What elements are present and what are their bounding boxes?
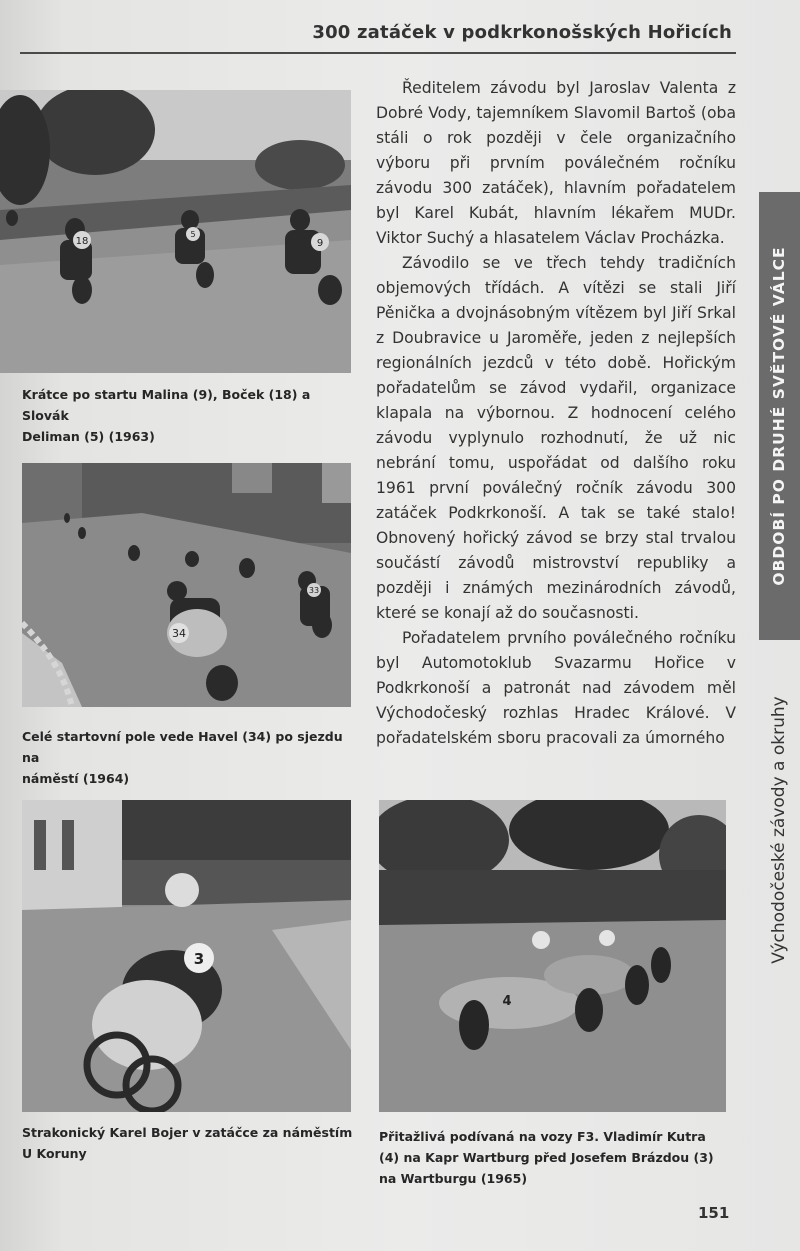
paragraph-3: Pořadatelem prvního poválečného ročníku byl Automotoklub Svazarmu Hořice v Podkrkonoší a patronát nad závodem měl Východočeský rozhlas Hradec Králové. V pořadatelském sboru pracovali za úmorného [376,629,736,747]
caption-line: Celé startovní pole vede Havel (34) po sjezdu na [22,729,343,765]
caption-line: Deliman (5) (1963) [22,429,155,444]
race-number-9: 9 [316,238,324,249]
caption-line: Přitažlivá podívaná na vozy F3. Vladimír Kutra [379,1129,706,1144]
caption-line: na Wartburgu (1965) [379,1171,528,1186]
article-body [376,76,736,751]
race-number-3: 3 [193,950,205,968]
caption-photo4 [379,1126,739,1189]
caption-line: U Koruny [22,1146,87,1161]
race-number-34: 34 [172,627,186,640]
photo-starting-field [22,463,351,707]
race-number-18: 18 [75,236,89,247]
chapter-tab-label: OBDOBÍ PO DRUHÉ SVĚTOVÉ VÁLCE [770,246,788,586]
caption-line: (4) na Kapr Wartburg před Josefem Brázdou (3) [379,1150,714,1165]
caption-photo3 [22,1122,357,1164]
caption-line: Krátce po startu Malina (9), Boček (18) a Slovák [22,387,311,423]
caption-line: Strakonický Karel Bojer v zatáčce za náměstím [22,1125,353,1140]
photo-motorcycles-start [0,90,351,373]
photo-f3-cars [379,800,726,1112]
section-side-label: Východočeské závody a okruhy [769,696,789,964]
header-divider [20,52,736,54]
photo-bojer-corner [22,800,351,1112]
page-number: 151 [698,1204,730,1222]
car-number-4: 4 [502,994,512,1009]
caption-photo2 [22,726,357,789]
caption-photo1 [22,384,357,447]
caption-line: náměstí (1964) [22,771,130,786]
paragraph-2: Závodilo se ve třech tehdy tradičních objemových třídách. A vítězi se stali Jiří Pěnička a dvojnásobným vítězem byl Jiří Srkal z Doubravice u Jaroměře, jeden z nejlepších regionálních jezdců v této době. Hořickým pořadatelům se závod vydařil, organizace klapala na výbornou. Z hodnocení celého závodu vyplynulo rozhodnutí, že už nic nebrání tomu, uspořádat od dalšího roku 1961 první poválečný ročník závodu 300 zatáček Podkrkonoší. A tak se také stalo! Obnovený hořický závod se brzy stal trvalou součástí závodů mistrovství republiky a později i známých mezinárodních závodů, které se konají až do současnosti. [376,254,736,622]
race-number-5: 5 [190,230,196,239]
paragraph-1: Ředitelem závodu byl Jaroslav Valenta z Dobré Vody, tajemníkem Slavomil Bartoš (oba stáli o rok později v čele organizačního výboru při prvním poválečném ročníku závodu 300 zatáček), hlavním pořadatelem byl Karel Kubát, hlavním lékařem MUDr. Viktor Suchý a hlasatelem Václav Procházka. [376,79,736,247]
race-number-33: 33 [308,586,320,595]
running-header: 300 zatáček v podkrkonošských Hořicích [312,22,732,43]
